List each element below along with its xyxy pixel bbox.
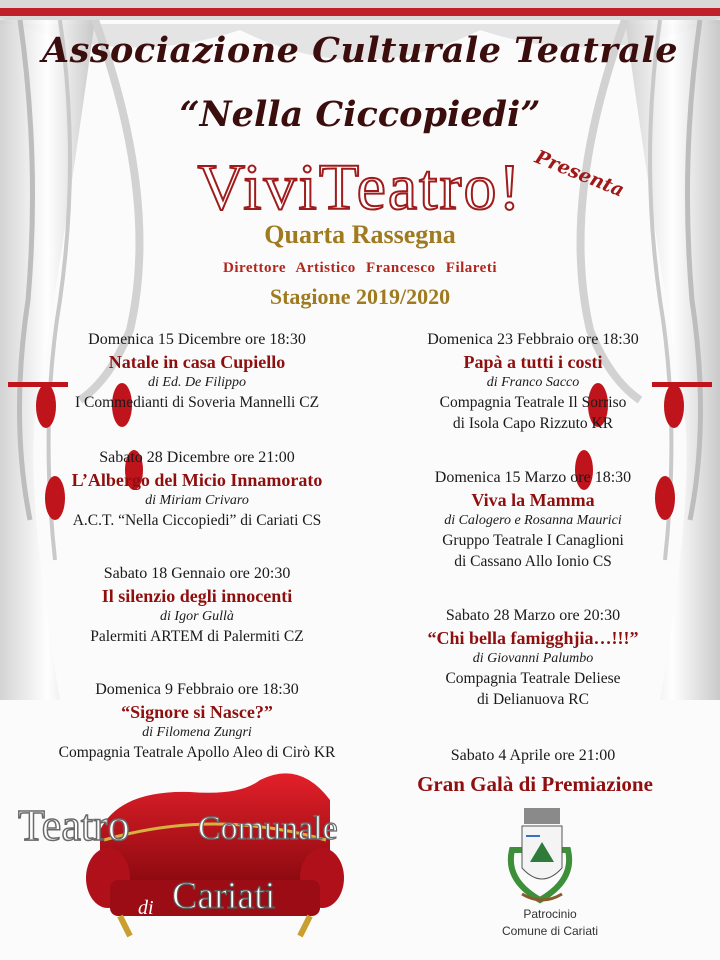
event-left-4 (22, 680, 372, 763)
event-author: di Miriam Crivaro (145, 493, 249, 508)
event-company: Compagnia Teatrale Deliese (445, 670, 621, 687)
artistic-director: Direttore Artistico Francesco Filareti (223, 260, 497, 276)
event-title: Papà a tutti i costi (463, 352, 603, 372)
coat-of-arms (511, 808, 569, 900)
season-label: Stagione 2019/2020 (269, 284, 451, 309)
pelmet-trim (0, 8, 720, 16)
event-date: Sabato 18 Gennaio ore 20:30 (103, 565, 291, 582)
event-left-1 (22, 330, 372, 413)
event-author: di Franco Sacco (486, 375, 580, 390)
edition-label: Quarta Rassegna (264, 220, 456, 249)
event-company: A.C.T. “Nella Ciccopiedi” di Cariati CS (72, 512, 322, 529)
event-date: Domenica 9 Febbraio ore 18:30 (95, 681, 299, 698)
event-author: di Giovanni Palumbo (472, 651, 594, 666)
event-title: Natale in casa Cupiello (108, 352, 286, 372)
venue-word-cariati: Cariati (172, 875, 276, 917)
event-date: Domenica 15 Marzo ore 18:30 (434, 469, 632, 486)
patronage-label: Patrocinio (523, 907, 577, 921)
organization-name-line1: Associazione Culturale Teatrale (41, 30, 678, 71)
event-author: di Filomena Zungri (142, 725, 252, 740)
patronage-municipality: Comune di Cariati (501, 924, 599, 938)
event-title: Il silenzio degli innocenti (101, 586, 293, 606)
patronage (470, 906, 630, 940)
event-company-location: di Delianuova RC (477, 691, 589, 708)
event-company: Gruppo Teatrale I Canaglioni (442, 532, 624, 549)
event-date: Domenica 15 Dicembre ore 18:30 (88, 331, 306, 348)
event-right-4 (358, 746, 708, 766)
event-left-2 (22, 448, 372, 531)
event-title: L’Albergo del Micio Innamorato (71, 470, 323, 490)
event-author: di Calogero e Rosanna Maurici (444, 513, 622, 528)
event-right-2 (358, 468, 708, 572)
event-date: Sabato 28 Marzo ore 20:30 (445, 607, 621, 624)
event-company-location: di Cassano Allo Ionio CS (454, 553, 612, 570)
venue-word-teatro: Teatro (18, 801, 130, 850)
venue-word-comunale: Comunale (198, 810, 338, 847)
event-author: di Ed. De Filippo (148, 375, 246, 390)
event-title: Viva la Mamma (471, 490, 595, 510)
venue-word-di: di (138, 897, 154, 919)
event-date: Domenica 23 Febbraio ore 18:30 (427, 331, 639, 348)
event-company: Palermiti ARTEM di Palermiti CZ (90, 628, 304, 645)
event-title: “Chi bella famigghjia…!!!” (427, 628, 639, 648)
event-title: “Signore si Nasce?” (121, 702, 273, 722)
event-date: Sabato 4 Aprile ore 21:00 (450, 747, 616, 764)
festival-title: ViviTeatro! (197, 151, 523, 224)
event-company-location: di Isola Capo Rizzuto KR (452, 415, 614, 432)
event-right-3 (358, 606, 708, 710)
event-left-3 (22, 564, 372, 647)
event-author: di Igor Gullà (160, 609, 234, 624)
gala-title: Gran Galà di Premiazione (417, 772, 653, 796)
organization-name-line2: “Nella Ciccopiedi” (179, 94, 541, 135)
event-date: Sabato 28 Dicembre ore 21:00 (99, 449, 295, 466)
event-right-1 (358, 330, 708, 434)
event-company: Compagnia Teatrale Il Sorriso (439, 394, 627, 411)
event-company: I Commedianti di Soveria Mannelli CZ (74, 394, 320, 411)
presenta-label: Presenta (531, 146, 628, 202)
event-company: Compagnia Teatrale Apollo Aleo di Cirò KR (58, 744, 336, 761)
